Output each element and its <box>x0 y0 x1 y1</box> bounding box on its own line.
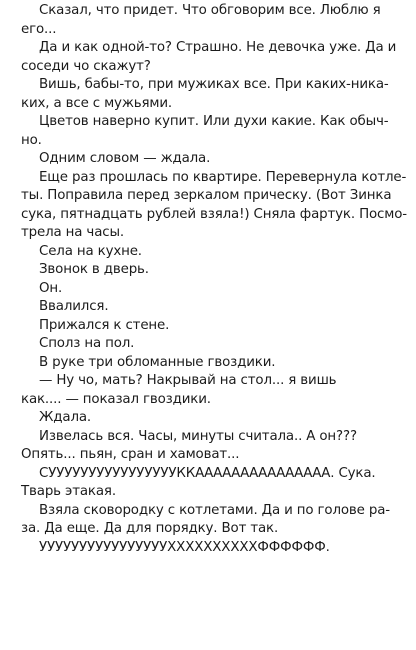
text-line: Взяла сковородку с котлетами. Да и по голове ра- <box>39 502 390 518</box>
text-line: Звонок в дверь. <box>39 262 149 277</box>
text-line: Цветов наверно купит. Или духи какие. Как обыч- <box>39 114 389 129</box>
text-line: сука, пятнадцать рублей взяла!) Сняла фартук. Посмо- <box>21 206 407 222</box>
text-line: В руке три обломанные гвоздики. <box>39 354 276 370</box>
text-line: Ждала. <box>39 410 92 425</box>
text-line: Он. <box>39 280 63 296</box>
text-line: соседи чо скажут? <box>21 58 151 74</box>
text-line: трела на часы. <box>21 225 124 240</box>
text-line: Сполз на пол. <box>39 336 135 351</box>
text-line: Сказал, что придет. Что обговорим все. Люблю я <box>39 3 381 18</box>
text-line: Ввалился. <box>39 299 109 314</box>
text-line: СУУУУУУУУУУУУУУУУККААААААААААААААА. Сука. <box>39 465 376 481</box>
text-line: Одним словом — ждала. <box>39 151 211 166</box>
text-line: Тварь этакая. <box>21 484 116 499</box>
text-line: Села на кухне. <box>39 243 142 259</box>
text-line: ты. Поправила перед зеркалом прическу. (Вот Зинка <box>21 188 392 203</box>
text-line: Прижался к стене. <box>39 317 170 333</box>
text-line: как.... — показал гвоздики. <box>21 391 211 407</box>
text-line: Вишь, бабы-то, при мужиках все. При каких-ника- <box>39 77 389 92</box>
text-line: УУУУУУУУУУУУУУУУХХХХХХХХХХФФФФФФ. <box>39 539 330 555</box>
text-line: Опять... пьян, сран и хамоват... <box>21 447 240 462</box>
text-line: но. <box>21 132 42 148</box>
prose-text <box>21 2 407 557</box>
text-line: за. Да еще. Да для порядку. Вот так. <box>21 521 279 536</box>
text-line: — Ну чо, мать? Накрывай на стол... я вишь <box>39 373 337 388</box>
text-line: Еще раз прошлась по квартире. Перевернула котле- <box>39 169 407 185</box>
text-line: Извелась вся. Часы, минуты считала.. А он??? <box>39 428 357 444</box>
text-line: его... <box>21 21 57 37</box>
text-line: Да и как одной-то? Страшно. Не девочка уже. Да и <box>39 40 397 55</box>
text-line: ких, а все с мужьями. <box>21 95 173 111</box>
